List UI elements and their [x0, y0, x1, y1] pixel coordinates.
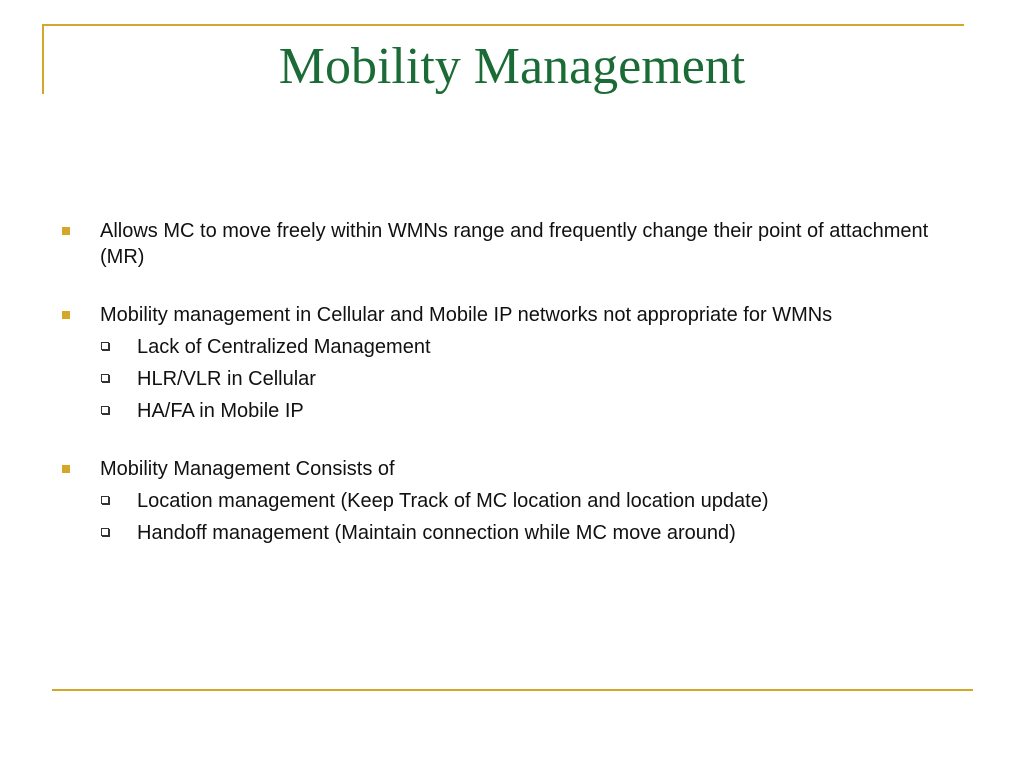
hollow-square-bullet-icon: [101, 496, 109, 504]
frame-top-line: [42, 24, 964, 26]
bullet-text: Mobility management in Cellular and Mobile IP networks not appropriate for WMNs: [100, 304, 833, 326]
hollow-square-bullet-icon: [101, 374, 109, 382]
sub-bullet-text: Location management (Keep Track of MC location and location update): [137, 490, 769, 512]
sub-bullet-text: Lack of Centralized Management: [137, 336, 431, 358]
bullet-text: Allows MC to move freely within WMNs range and frequently change their point of attachment (MR): [100, 220, 929, 268]
sub-bullet-item: [62, 398, 952, 424]
sub-bullet-item: [62, 488, 952, 514]
square-bullet-icon: [62, 227, 70, 235]
square-bullet-icon: [62, 311, 70, 319]
frame-bottom-line: [52, 689, 973, 691]
hollow-square-bullet-icon: [101, 406, 109, 414]
hollow-square-bullet-icon: [101, 528, 109, 536]
sub-bullet-text: HLR/VLR in Cellular: [137, 368, 316, 390]
spacer: [62, 270, 952, 302]
sub-bullet-item: [62, 520, 952, 546]
sub-bullet-text: Handoff management (Maintain connection while MC move around): [137, 522, 736, 544]
sub-bullet-text: HA/FA in Mobile IP: [137, 400, 304, 422]
slide-title: Mobility Management: [278, 38, 746, 95]
bullet-item: [62, 218, 952, 270]
slide-content: [62, 218, 952, 546]
bullet-item: [62, 302, 952, 328]
sub-bullet-item: [62, 366, 952, 392]
bullet-text: Mobility Management Consists of: [100, 458, 395, 480]
hollow-square-bullet-icon: [101, 342, 109, 350]
sub-bullet-item: [62, 334, 952, 360]
bullet-item: [62, 456, 952, 482]
spacer: [62, 424, 952, 456]
square-bullet-icon: [62, 465, 70, 473]
